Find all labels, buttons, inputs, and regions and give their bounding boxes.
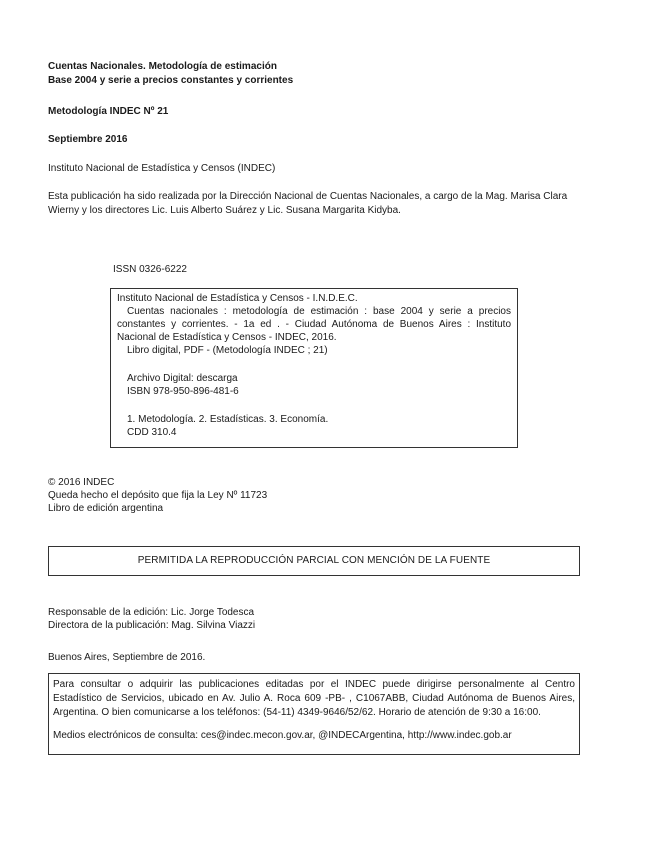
copyright-block — [48, 476, 267, 515]
publication-credits: Esta publicación ha sido realizada por la Dirección Nacional de Cuentas Nacionales, a cargo de la Mag. Marisa Clara Wierny y los directores Lic. Luis Alberto Suárez y Lic. Susana Margarita Kidyba. — [48, 191, 568, 216]
institution-name: Instituto Nacional de Estadística y Censos (INDEC) — [48, 163, 276, 174]
publication-date: Septiembre 2016 — [48, 134, 128, 145]
catalog-description-line-3: Nacional de Estadística y Censos - INDEC, 2016. — [117, 332, 337, 343]
catalog-isbn: ISBN 978-950-896-481-6 — [127, 386, 239, 397]
editorial-credits — [48, 606, 255, 632]
catalog-format: Libro digital, PDF - (Metodología INDEC ; 21) — [127, 345, 328, 356]
document-title — [48, 60, 293, 88]
title-line-1: Cuentas Nacionales. Metodología de estimación — [48, 61, 277, 72]
reproduction-notice: PERMITIDA LA REPRODUCCIÓN PARCIAL CON MENCIÓN DE LA FUENTE — [48, 546, 580, 576]
place-and-date: Buenos Aires, Septiembre de 2016. — [48, 652, 206, 663]
publication-director: Directora de la publicación: Mag. Silvina Viazzi — [48, 620, 256, 631]
catalog-description-line-1: Cuentas nacionales : metodología de estimación : base 2004 y serie a precios — [127, 306, 511, 317]
catalog-description-line-2: constantes y corrientes. - 1a ed . - Ciudad Autónoma de Buenos Aires : Instituto — [117, 319, 511, 330]
copyright-line: © 2016 INDEC — [48, 477, 115, 488]
electronic-contacts: Medios electrónicos de consulta: ces@indec.mecon.gov.ar, @INDECArgentina, http://www.indec.gob.ar — [53, 730, 512, 741]
contact-box — [48, 673, 580, 755]
catalog-subjects: 1. Metodología. 2. Estadísticas. 3. Economía. — [127, 414, 329, 425]
title-line-2: Base 2004 y serie a precios constantes y corrientes — [48, 75, 294, 86]
contact-paragraph: Para consultar o adquirir las publicaciones editadas por el INDEC puede dirigirse personalmente al Centro Estadístico de Servicios, ubicado en Av. Julio A. Roca 609 -PB- , C1067ABB, Ciudad Autónoma de Buenos Aires, Argentina. O bien comunicarse a los teléfonos: (54-11) 4349-9646/52/62. Horario de atención de 9:30 a 16:00. — [53, 679, 575, 718]
catalog-archive: Archivo Digital: descarga — [127, 373, 238, 384]
catalog-cdd: CDD 310.4 — [127, 427, 177, 438]
edition-line: Libro de edición argentina — [48, 503, 164, 514]
catalog-record-box — [110, 288, 518, 448]
issn: ISSN 0326-6222 — [113, 264, 187, 275]
methodology-number: Metodología INDEC Nº 21 — [48, 106, 169, 117]
legal-deposit-line: Queda hecho el depósito que fija la Ley Nº 11723 — [48, 490, 268, 501]
edition-responsible: Responsable de la edición: Lic. Jorge Todesca — [48, 607, 255, 618]
catalog-author: Instituto Nacional de Estadística y Censos - I.N.D.E.C. — [117, 293, 358, 304]
